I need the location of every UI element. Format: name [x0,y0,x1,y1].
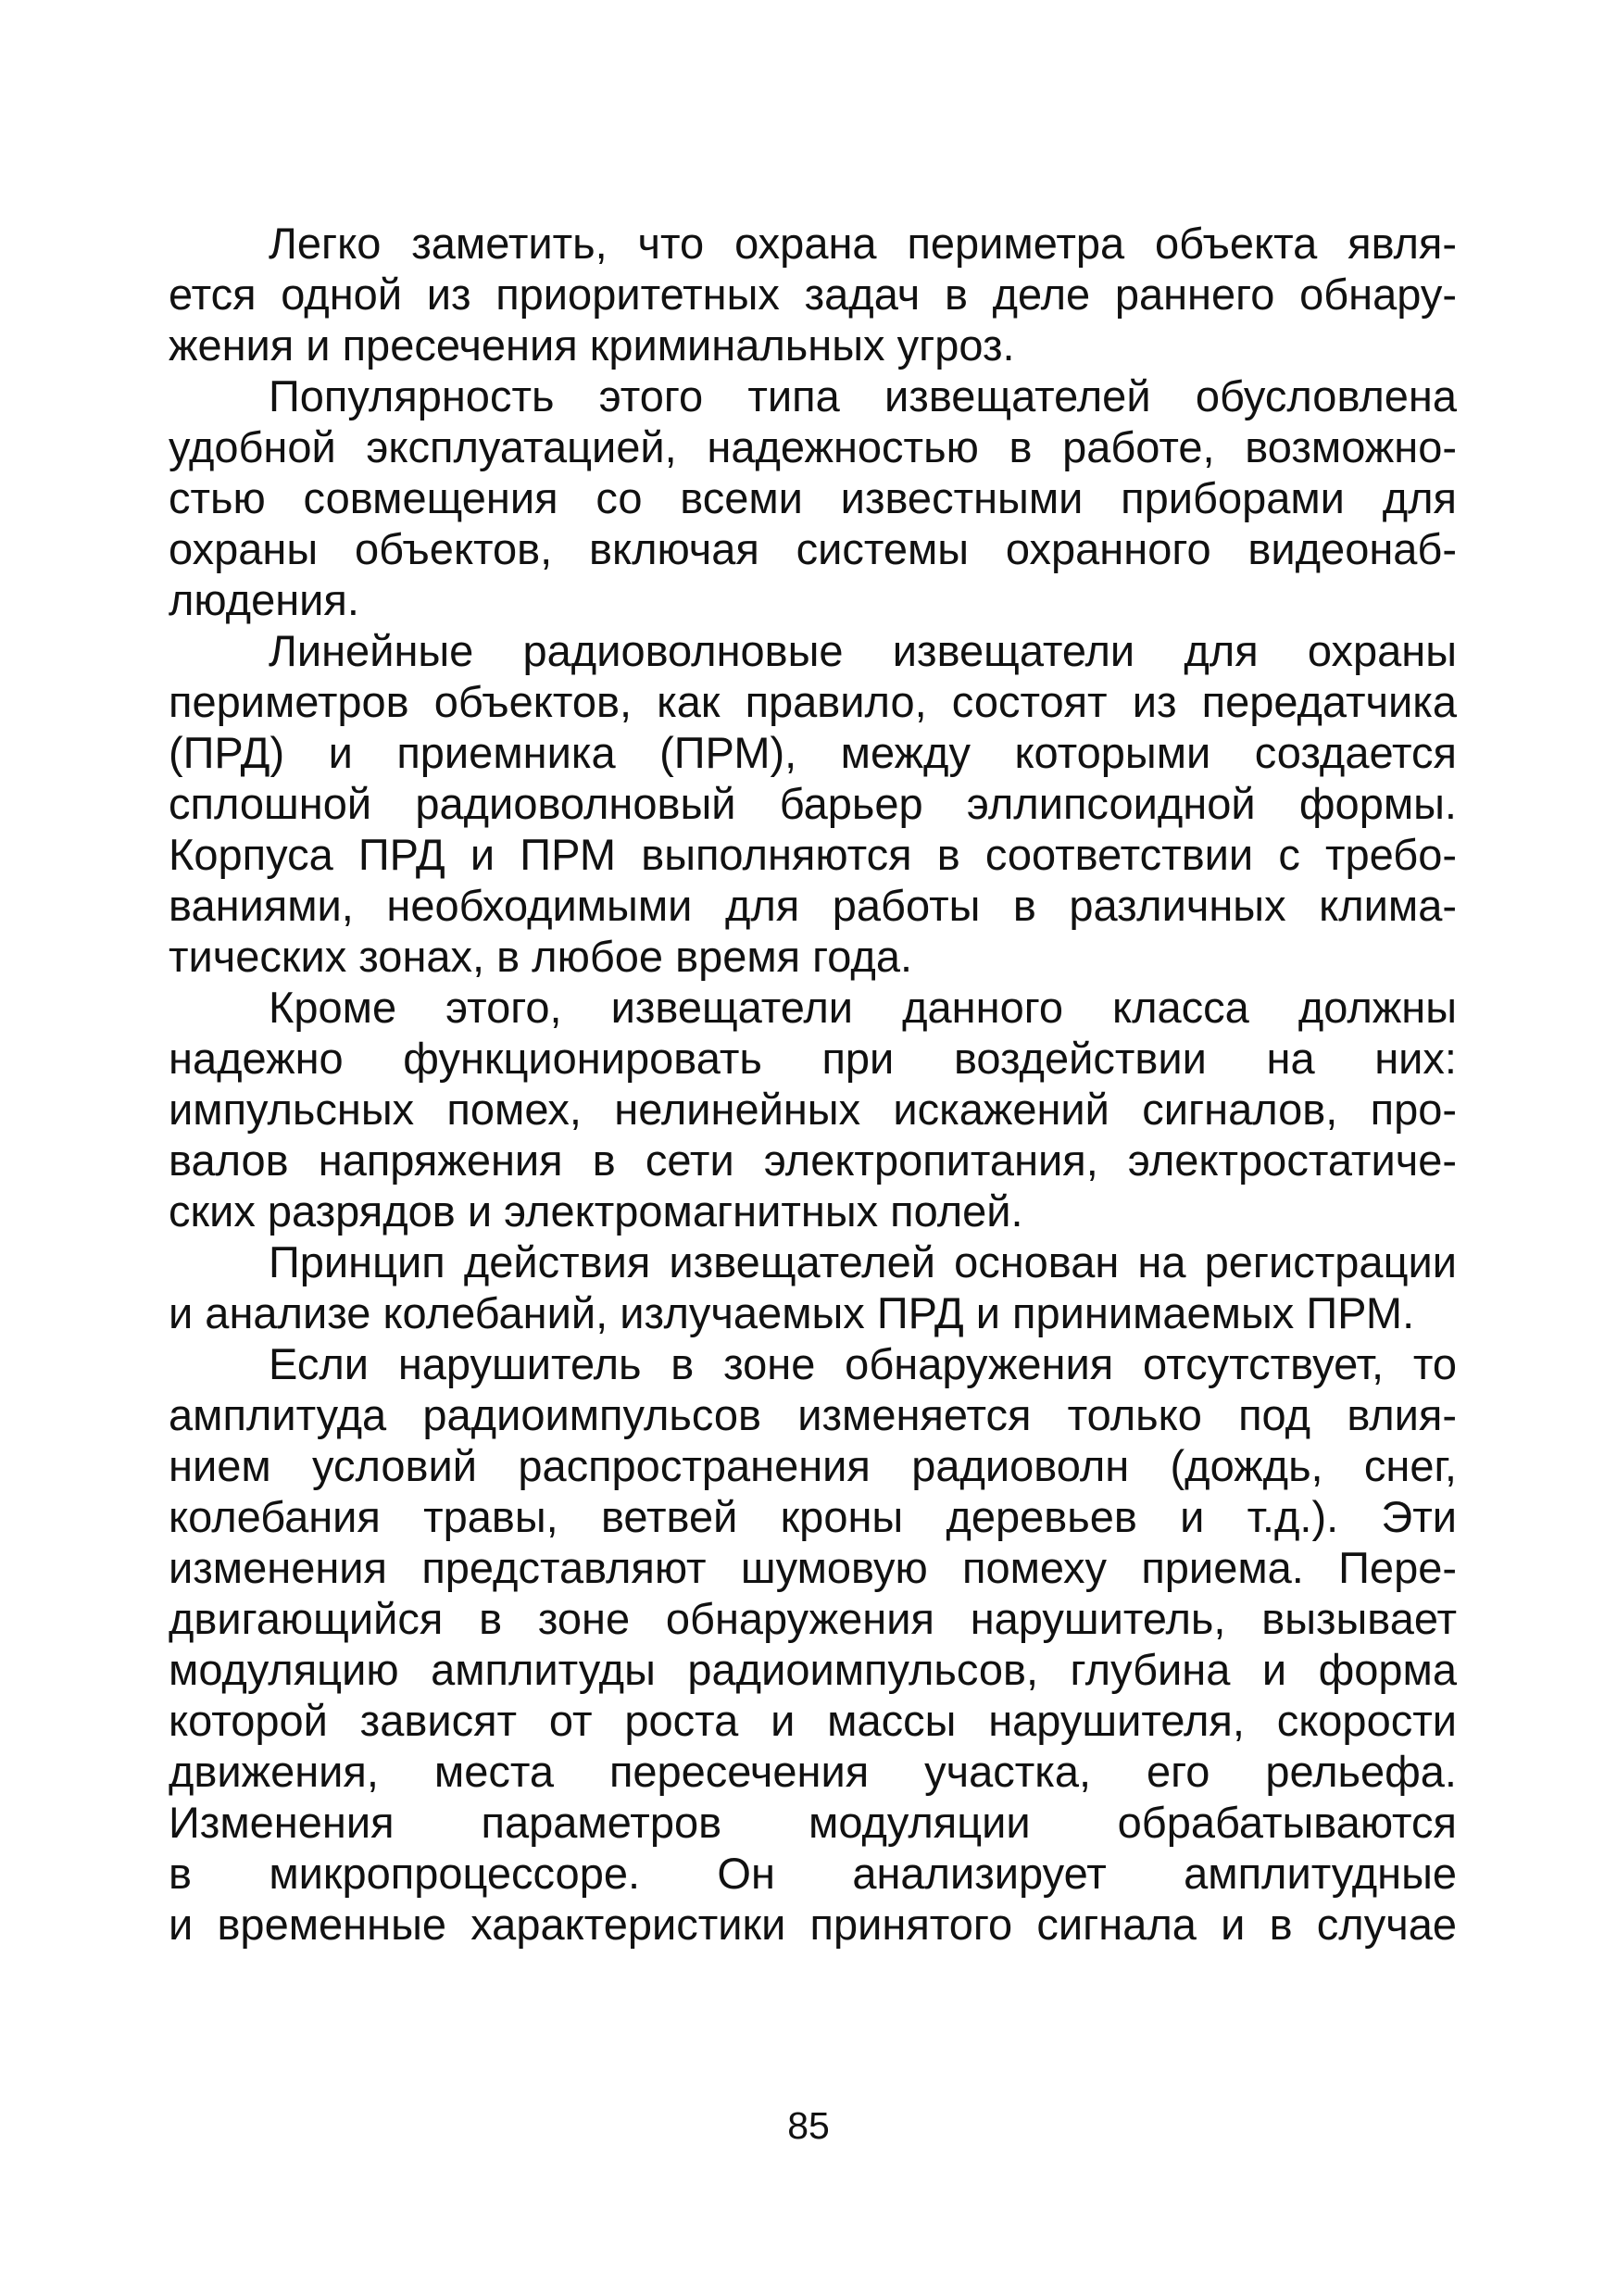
text-line: надежно функционировать при воздействии на них: [169,1034,1457,1083]
text-line: стью совмещения со всеми известными приборами для [169,473,1457,522]
text-line: Популярность этого типа извещателей обусловлена [269,371,1457,420]
text-line: Принцип действия извещателей основан на регистрации [269,1237,1457,1286]
text-line: импульсных помех, нелинейных искажений сигналов, про- [169,1085,1457,1134]
text-line: Изменения параметров модуляции обрабатываются [169,1798,1457,1847]
text-line: нием условий распространения радиоволн (дождь, снег, [169,1441,1457,1490]
text-line: Линейные радиоволновые извещатели для охраны [269,626,1457,675]
text-line: периметров объектов, как правило, состоят из передатчика [169,677,1457,726]
text-line: ваниями, необходимыми для работы в различных клима- [169,881,1457,930]
text-line: изменения представляют шумовую помеху приема. Пере- [169,1543,1457,1592]
text-line: колебания травы, ветвей кроны деревьев и т.д.). Эти [169,1492,1457,1541]
text-line: тических зонах, в любое время года. [169,932,913,981]
text-line: охраны объектов, включая системы охранного видеонаб- [169,524,1457,573]
text-line: Кроме этого, извещатели данного класса должны [269,983,1457,1032]
page-number: 85 [787,2104,830,2147]
text-line: ских разрядов и электромагнитных полей. [169,1186,1023,1236]
text-line: и временные характеристики принятого сигнала и в случае [169,1900,1457,1949]
text-line: амплитуда радиоимпульсов изменяется только под влия- [169,1390,1457,1439]
text-line: сплошной радиоволновый барьер эллипсоидной формы. [169,779,1457,828]
text-line: (ПРД) и приемника (ПРМ), между которыми создается [169,728,1457,777]
text-line: Корпуса ПРД и ПРМ выполняются в соответствии с требо- [169,830,1457,879]
text-line: жения и пресечения криминальных угроз. [169,320,1015,370]
text-line: Легко заметить, что охрана периметра объекта явля- [269,219,1457,268]
text-line: модуляцию амплитуды радиоимпульсов, глубина и форма [169,1645,1457,1694]
text-line: валов напряжения в сети электропитания, электростатиче- [169,1135,1457,1185]
text-line: в микропроцессоре. Он анализирует амплитудные [169,1849,1457,1898]
body-text [169,218,1457,1950]
text-line: людения. [169,575,359,624]
text-line: и анализе колебаний, излучаемых ПРД и принимаемых ПРМ. [169,1288,1415,1337]
text-line: ется одной из приоритетных задач в деле раннего обнару- [169,270,1457,319]
text-line: которой зависят от роста и массы нарушителя, скорости [169,1696,1457,1745]
text-line: двигающийся в зоне обнаружения нарушитель, вызывает [169,1594,1457,1643]
text-line: движения, места пересечения участка, его рельефа. [169,1747,1457,1796]
text-line: удобной эксплуатацией, надежностью в работе, возможно- [169,422,1457,471]
text-line: Если нарушитель в зоне обнаружения отсутствует, то [269,1339,1457,1388]
